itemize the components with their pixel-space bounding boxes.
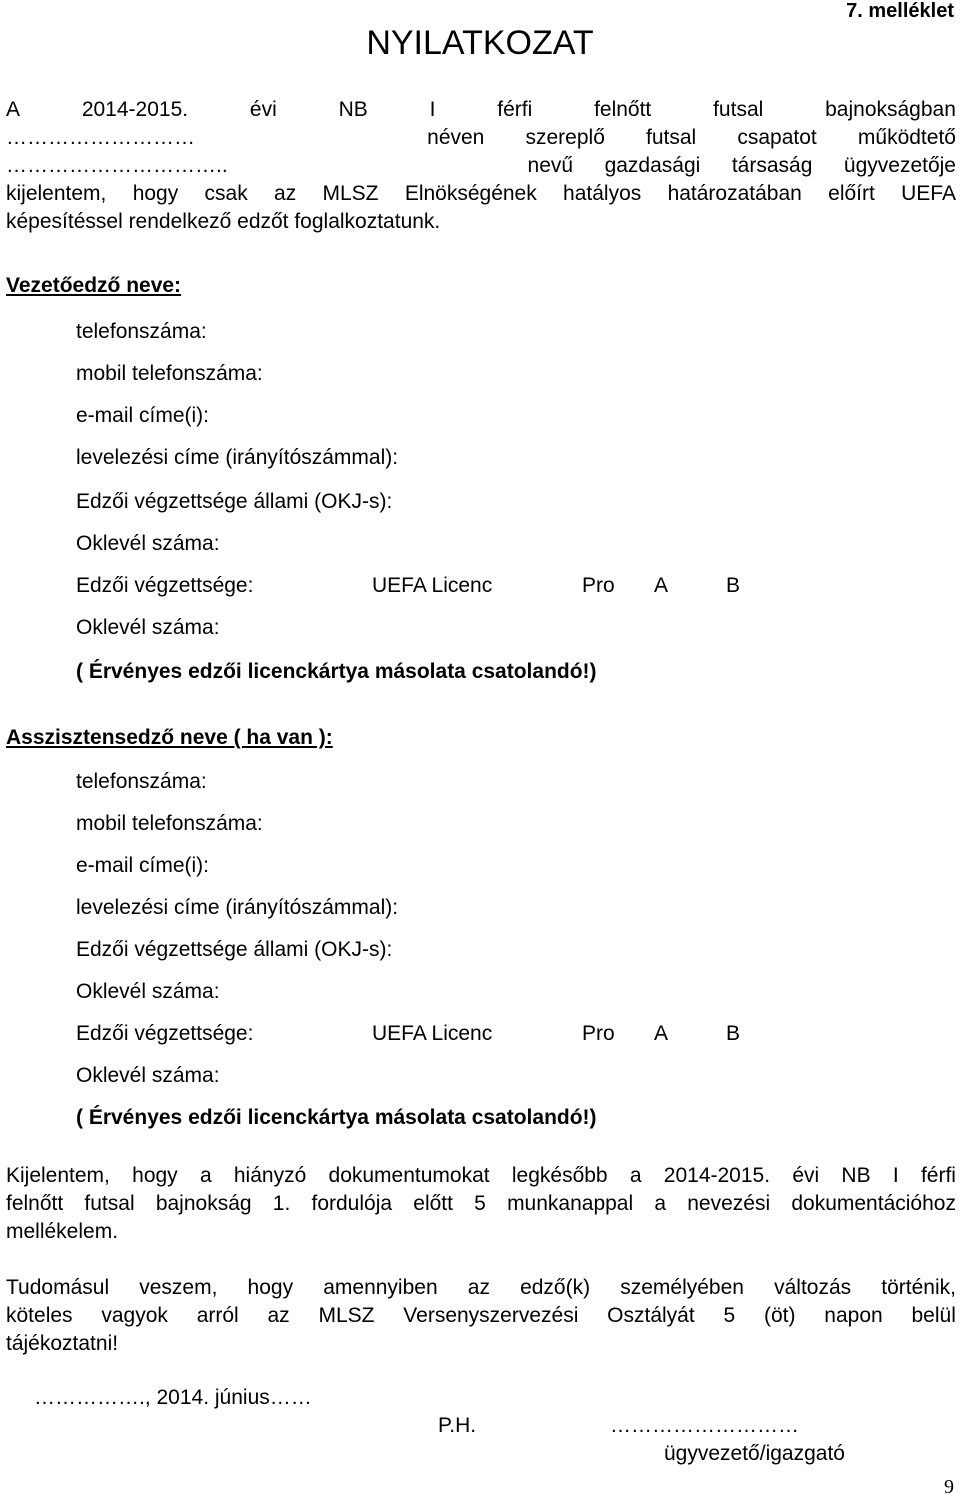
coach-qual-label: Edzői végzettsége:: [76, 574, 254, 597]
head-coach-mobile-label: mobil telefonszáma:: [76, 362, 263, 385]
stamp-placeholder: P.H.: [438, 1414, 477, 1437]
assistant-coach-diploma-label-1: Oklevél száma:: [76, 980, 220, 1003]
head-coach-diploma-label-1: Oklevél száma:: [76, 532, 220, 555]
signature-label: ügyvezető/igazgató: [664, 1442, 845, 1465]
assistant-coach-licence-note: ( Érvényes edzői licenckártya másolata csatolandó!): [76, 1106, 597, 1129]
statement-notification: Tudomásul veszem, hogy amennyiben az edző(k) személyében változás történik, köteles vagyok arról az MLSZ Versenyszervezési Osztályát 5 (öt) napon belül tájékoztatni!: [6, 1276, 956, 1355]
assistant-coach-email-label: e-mail címe(i):: [76, 854, 210, 877]
licence-option-b: B: [726, 1022, 741, 1045]
head-coach-qualification-row: [76, 574, 776, 602]
licence-option-pro: Pro: [582, 1022, 615, 1045]
intro-line-3: ………………………….. nevű gazdasági társaság ügyvezetője: [6, 154, 956, 177]
assistant-coach-phone-label: telefonszáma:: [76, 770, 207, 793]
licence-option-b: B: [726, 574, 741, 597]
intro-paragraph: [6, 96, 956, 236]
annex-label: 7. melléklet: [846, 0, 954, 22]
head-coach-diploma-label-2: Oklevél száma:: [76, 616, 220, 639]
statement-documents: Kijelentem, hogy a hiányzó dokumentumokat legkésőbb a 2014-2015. évi NB I férfi felnőtt futsal bajnokság 1. fordulója előtt 5 munkanappal a nevezési dokumentációhoz mellékelem.: [6, 1164, 956, 1243]
head-coach-heading: Vezetőedző neve:: [6, 274, 182, 297]
assistant-coach-state-qual-label: Edzői végzettsége állami (OKJ-s):: [76, 938, 393, 961]
uefa-licence-label: UEFA Licenc: [372, 1022, 493, 1045]
intro-line-5: képesítéssel rendelkező edzőt foglalkoztatunk.: [6, 210, 441, 233]
uefa-licence-label: UEFA Licenc: [372, 574, 493, 597]
assistant-coach-diploma-label-2: Oklevél száma:: [76, 1064, 220, 1087]
licence-option-a: A: [654, 574, 669, 597]
signature-line: ………………………: [610, 1414, 799, 1437]
head-coach-address-label: levelezési címe (irányítószámmal):: [76, 446, 399, 469]
head-coach-licence-note: ( Érvényes edzői licenckártya másolata csatolandó!): [76, 660, 597, 683]
head-coach-state-qual-label: Edzői végzettsége állami (OKJ-s):: [76, 490, 393, 513]
assistant-coach-heading: Asszisztensedző neve ( ha van ):: [6, 726, 333, 749]
head-coach-email-label: e-mail címe(i):: [76, 404, 210, 427]
page-number: 9: [944, 1476, 954, 1498]
intro-line-1: A 2014-2015. évi NB I férfi felnőtt futsal bajnokságban: [6, 98, 956, 121]
intro-line-4: kijelentem, hogy csak az MLSZ Elnökségének hatályos határozatában előírt UEFA: [6, 182, 956, 205]
assistant-coach-mobile-label: mobil telefonszáma:: [76, 812, 263, 835]
assistant-coach-address-label: levelezési címe (irányítószámmal):: [76, 896, 399, 919]
licence-option-pro: Pro: [582, 574, 615, 597]
coach-qual-label: Edzői végzettsége:: [76, 1022, 254, 1045]
licence-option-a: A: [654, 1022, 669, 1045]
assistant-coach-qualification-row: [76, 1022, 776, 1050]
date-line: ……………., 2014. június……: [34, 1386, 312, 1409]
document-title: NYILATKOZAT: [366, 24, 594, 62]
intro-line-2: ……………………… néven szereplő futsal csapatot működtető: [6, 126, 956, 149]
head-coach-phone-label: telefonszáma:: [76, 320, 207, 343]
